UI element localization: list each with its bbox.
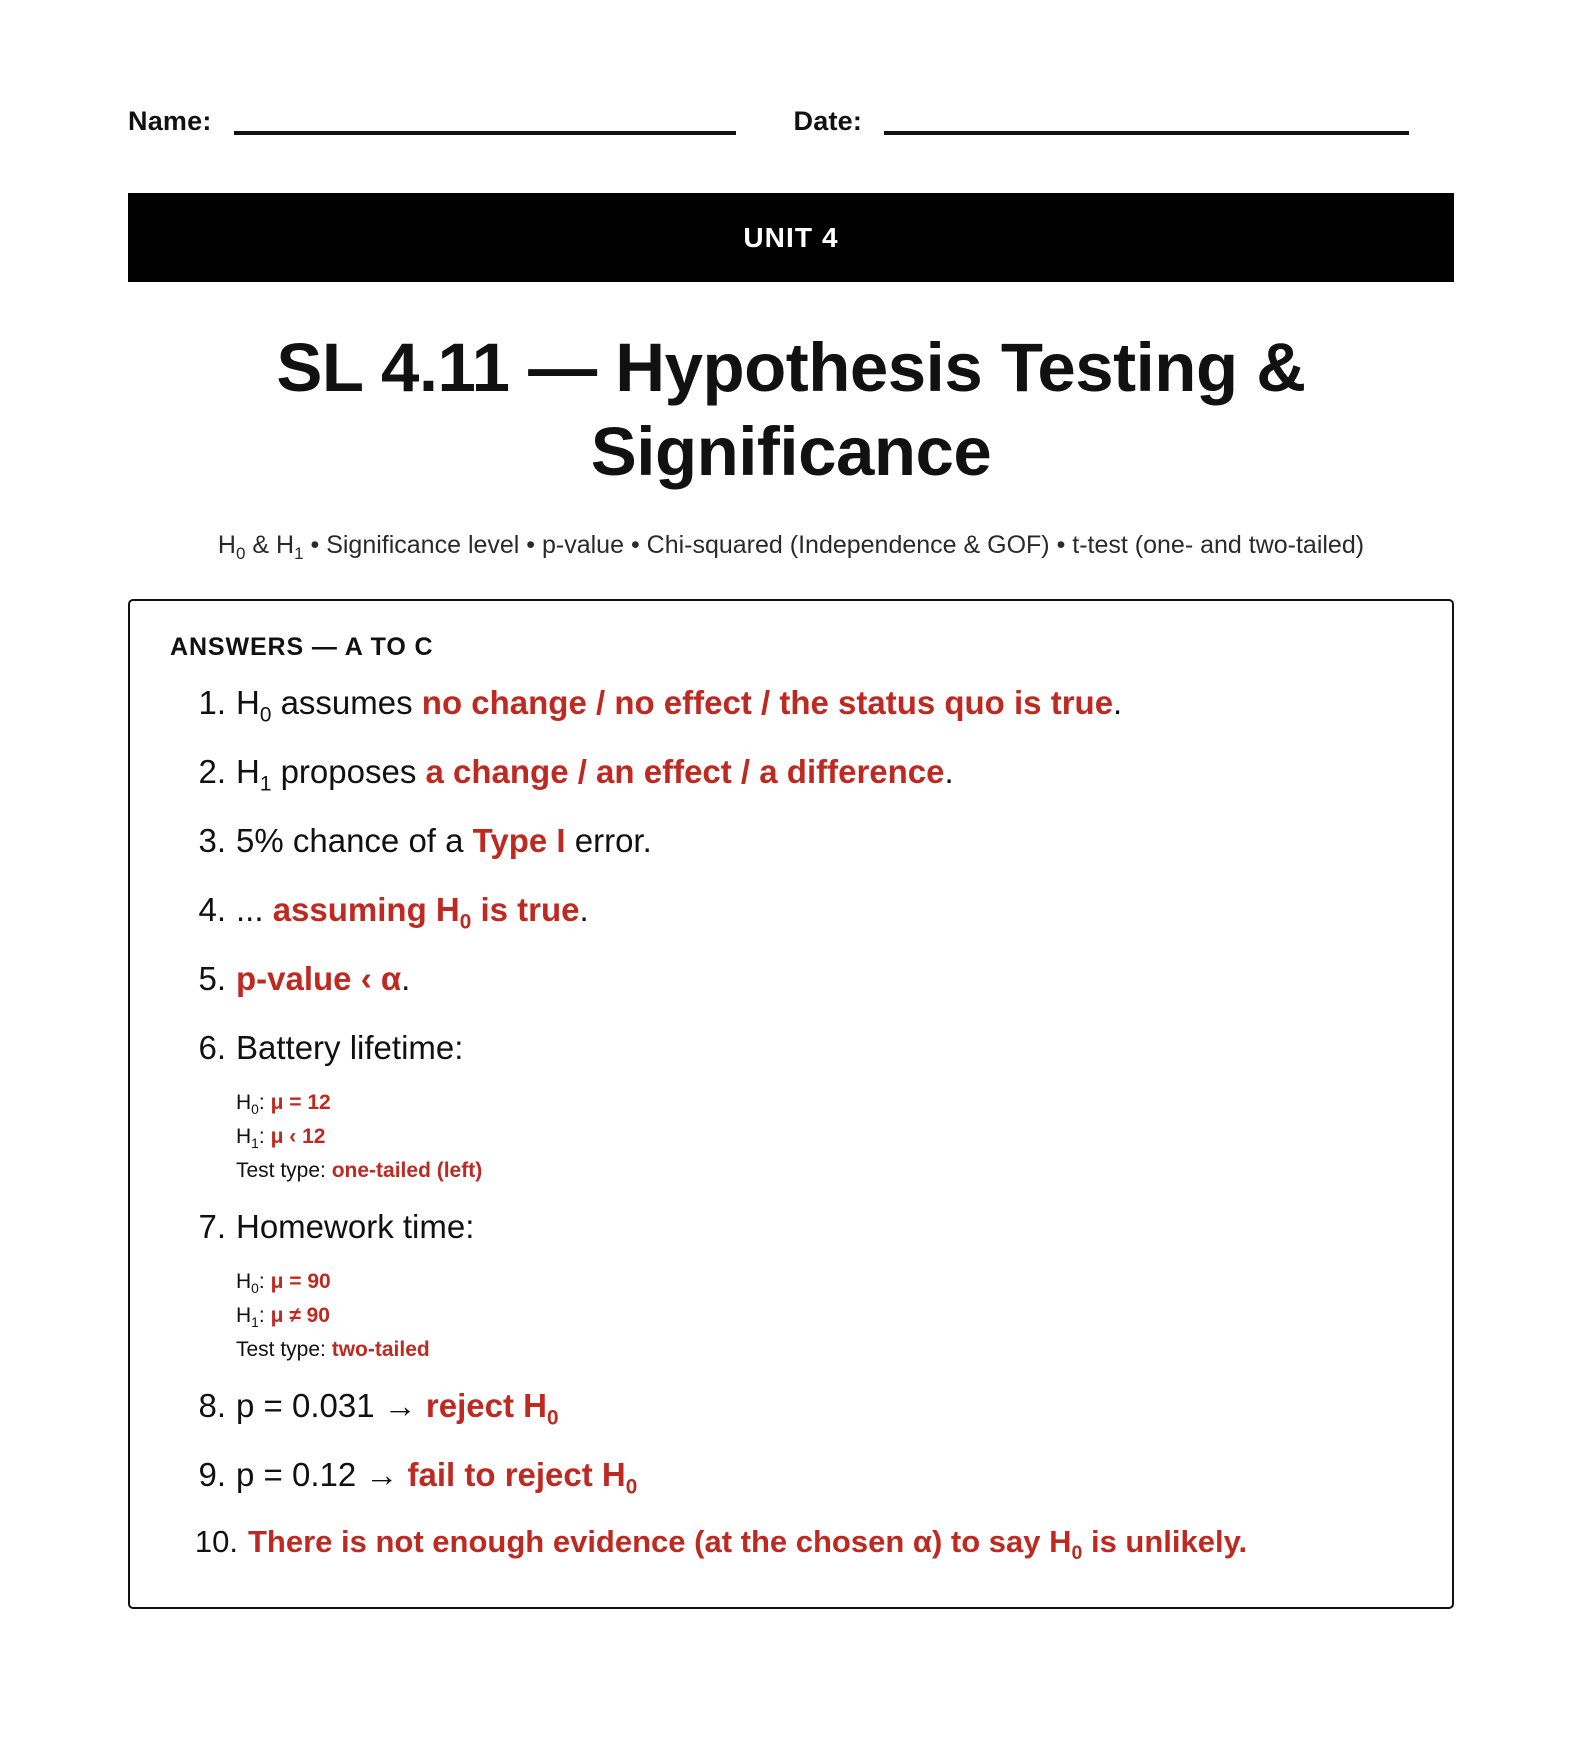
topic-subtitle bbox=[128, 528, 1454, 563]
answer-lead-rest: proposes bbox=[271, 753, 426, 791]
answer-highlight-pre: fail to reject H bbox=[407, 1455, 626, 1493]
answer-highlight-sub: 0 bbox=[546, 1406, 559, 1430]
answer-text bbox=[236, 958, 1418, 1001]
answer-item-1 bbox=[164, 682, 1418, 725]
answer-highlight: no change / no effect / the status quo is true bbox=[421, 684, 1114, 722]
h0-colon: : bbox=[258, 1269, 271, 1293]
subtitle-rest: • Significance level • p-value • Chi-squared (Independence & GOF) • t-test (one- and two-tailed) bbox=[303, 531, 1365, 560]
answer-tail: . bbox=[579, 891, 589, 929]
answer-lead: p = 0.031 → bbox=[236, 1386, 426, 1424]
h1-colon: : bbox=[258, 1303, 271, 1327]
answer-highlight-sub: 0 bbox=[625, 1475, 638, 1499]
test-type-label: Test type: bbox=[236, 1158, 332, 1182]
answer-lead-sub: 0 bbox=[259, 703, 272, 727]
answer-item-8 bbox=[164, 1385, 1418, 1428]
answer-text bbox=[236, 1206, 1418, 1249]
h1-line bbox=[236, 1299, 1418, 1333]
answer-lead: Battery lifetime: bbox=[236, 1028, 464, 1066]
answer-number: 8. bbox=[198, 1386, 226, 1424]
answer-highlight: Type I bbox=[472, 822, 566, 860]
test-type-value: one-tailed (left) bbox=[331, 1158, 483, 1182]
answer-number: 1. bbox=[198, 684, 226, 722]
date-write-line[interactable] bbox=[884, 131, 1409, 135]
h0-value: μ = 12 bbox=[270, 1090, 331, 1114]
answer-item-2 bbox=[164, 751, 1418, 794]
answer-text bbox=[236, 1027, 1418, 1070]
h0-label: H bbox=[236, 1090, 252, 1114]
answer-highlight-post: is true bbox=[471, 891, 580, 929]
h0-line bbox=[236, 1086, 1418, 1120]
answer-highlight-pre: reject H bbox=[425, 1386, 547, 1424]
h1-value: μ ‹ 12 bbox=[270, 1124, 326, 1148]
subtitle-h1: H bbox=[276, 531, 295, 560]
answer-item-5 bbox=[164, 958, 1418, 1001]
h0-label-sub: 0 bbox=[251, 1279, 259, 1296]
h0-label: H bbox=[236, 1269, 252, 1293]
answers-box bbox=[128, 599, 1454, 1608]
answer-highlight bbox=[407, 1455, 638, 1499]
answer-number: 5. bbox=[198, 959, 226, 997]
h1-line bbox=[236, 1120, 1418, 1154]
answer-lead: 5% chance of a bbox=[236, 822, 473, 860]
answer-text bbox=[248, 1522, 1418, 1565]
answers-section-header: ANSWERS — A TO C bbox=[170, 633, 434, 662]
name-label: Name: bbox=[128, 106, 212, 136]
answer-tail: . bbox=[944, 753, 954, 791]
subtitle-h0-sub: 0 bbox=[235, 544, 246, 564]
answer-number: 4. bbox=[198, 891, 226, 929]
answer-item-7-details bbox=[236, 1265, 1418, 1367]
test-type-line bbox=[236, 1154, 1418, 1188]
test-type-label: Test type: bbox=[236, 1337, 332, 1361]
answer-item-6 bbox=[164, 1027, 1418, 1070]
test-type-line bbox=[236, 1333, 1418, 1367]
answer-highlight bbox=[425, 1386, 559, 1430]
h1-label-sub: 1 bbox=[251, 1313, 259, 1330]
answer-item-9 bbox=[164, 1454, 1418, 1497]
answer-number: 2. bbox=[198, 753, 226, 791]
answer-item-3 bbox=[164, 820, 1418, 863]
subtitle-h0: H bbox=[217, 531, 236, 560]
answers-list bbox=[164, 682, 1418, 1565]
subtitle-h1-sub: 1 bbox=[294, 544, 304, 564]
answer-highlight bbox=[272, 891, 580, 934]
answer-item-10 bbox=[164, 1522, 1418, 1565]
answer-highlight: p-value ‹ α bbox=[236, 959, 402, 997]
h0-label-sub: 0 bbox=[251, 1100, 259, 1117]
answer-text bbox=[236, 1385, 1418, 1428]
answer-lead-rest: assumes bbox=[271, 684, 422, 722]
unit-banner bbox=[128, 193, 1454, 282]
answer-highlight bbox=[248, 1524, 1248, 1565]
answer-lead: Homework time: bbox=[236, 1207, 475, 1245]
unit-label: UNIT 4 bbox=[743, 221, 839, 253]
answer-tail: . bbox=[1113, 684, 1123, 722]
page-title: SL 4.11 — Hypothesis Testing & Significance bbox=[276, 329, 1306, 491]
date-label: Date: bbox=[793, 106, 863, 136]
answer-item-6-details bbox=[236, 1086, 1418, 1188]
h0-colon: : bbox=[258, 1090, 271, 1114]
h1-label: H bbox=[236, 1124, 252, 1148]
answer-lead: p = 0.12 → bbox=[236, 1455, 408, 1493]
answer-lead: ... bbox=[236, 891, 273, 929]
h1-label: H bbox=[236, 1303, 252, 1327]
answer-number: 6. bbox=[198, 1028, 226, 1066]
subtitle-amp: & bbox=[245, 531, 277, 560]
answer-highlight: a change / an effect / a difference bbox=[425, 753, 945, 791]
test-type-value: two-tailed bbox=[331, 1337, 430, 1361]
answer-highlight-sub: 0 bbox=[459, 910, 472, 934]
answer-text bbox=[236, 889, 1418, 932]
name-write-line[interactable] bbox=[234, 131, 736, 135]
answer-text bbox=[236, 820, 1418, 863]
answer-text bbox=[236, 682, 1418, 725]
answer-tail: error. bbox=[565, 822, 652, 860]
name-date-row bbox=[128, 0, 1454, 141]
h1-colon: : bbox=[258, 1124, 271, 1148]
answer-lead: H bbox=[236, 753, 260, 791]
answer-text bbox=[236, 751, 1418, 794]
h0-line bbox=[236, 1265, 1418, 1299]
answer-item-7 bbox=[164, 1206, 1418, 1249]
answer-highlight-sub: 0 bbox=[1071, 1542, 1083, 1565]
h1-value: μ ≠ 90 bbox=[270, 1303, 330, 1327]
answer-highlight-post: is unlikely. bbox=[1082, 1524, 1248, 1560]
answer-highlight-pre: assuming H bbox=[272, 891, 460, 929]
answer-number: 3. bbox=[198, 822, 226, 860]
answer-text bbox=[236, 1454, 1418, 1497]
answer-highlight-pre: There is not enough evidence (at the chosen α) to say H bbox=[248, 1524, 1072, 1560]
answer-tail: . bbox=[401, 959, 411, 997]
answer-item-4 bbox=[164, 889, 1418, 932]
answer-number: 7. bbox=[198, 1207, 226, 1245]
answer-lead: H bbox=[236, 684, 260, 722]
answer-number: 10. bbox=[194, 1524, 238, 1560]
h0-value: μ = 90 bbox=[270, 1269, 331, 1293]
answer-lead-sub: 1 bbox=[259, 772, 272, 796]
h1-label-sub: 1 bbox=[251, 1134, 259, 1151]
answer-number: 9. bbox=[198, 1455, 226, 1493]
